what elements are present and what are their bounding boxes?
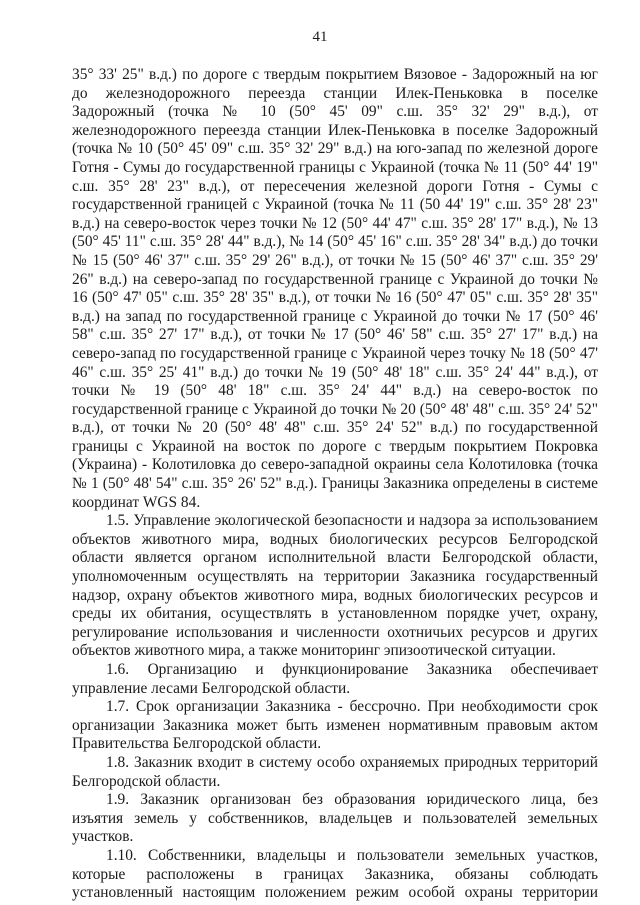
- paragraph-1-10: 1.10. Собственники, владельцы и пользователи земельных участков, которые расположены в границах Заказника, обязаны соблюдать установленный настоящим положением режим особой охраны территории: [72, 846, 598, 902]
- paragraph-1-9: 1.9. Заказник организован без образования юридического лица, без изъятия земель у собственников, владельцев и пользователей земельных участков.: [72, 791, 598, 846]
- paragraph-boundary-description: 35° 33' 25" в.д.) по дороге с твердым покрытием Вязовое - Задорожный на юг до железнодорожного переезда станции Илек-Пеньковка в поселке Задорожный (точка № 10 (50° 45' 09" с.ш. 35° 32' 29" в.д.), от железнодорожного переезда станции Илек-Пеньковка в поселке Задорожный (точка № 10 (50° 45' 09" с.ш. 35° 32' 29" в.д.) на юго-запад по железной дороге Готня - Сумы до государственной границы с Украиной (точка № 11 (50° 44' 19" с.ш. 35° 28' 23" в.д.), от пересечения железной дороги Готня - Сумы с государственной границей с Украиной (точка № 11 (50 44' 19" с.ш. 35° 28' 23" в.д.) на северо-восток через точки № 12 (50° 44' 47" с.ш. 35° 28' 17" в.д.), № 13 (50° 45' 11" с.ш. 35° 28' 44" в.д.), № 14 (50° 45' 16" с.ш. 35° 28' 34" в.д.) до точки № 15 (50° 46' 37" с.ш. 35° 29' 26" в.д.), от точки № 15 (50° 46' 37" с.ш. 35° 29' 26" в.д.) на северо-запад по государственной границе с Украиной до точки № 16 (50° 47' 05" с.ш. 35° 28' 35" в.д.), от точки № 16 (50° 47' 05" с.ш. 35° 28' 35" в.д.) на запад по государственной границе с Украиной до точки № 17 (50° 46' 58" с.ш. 35° 27' 17" в.д.), от точки № 17 (50° 46' 58" с.ш. 35° 27' 17" в.д.) на северо-запад по государственной границе с Украиной через точку № 18 (50° 47' 46" с.ш. 35° 25' 41" в.д.) до точки № 19 (50° 48' 18" с.ш. 35° 24' 44" в.д.), от точки № 19 (50° 48' 18" с.ш. 35° 24' 44" в.д.) на северо-восток по государственной границе с Украиной до точки № 20 (50° 48' 48" с.ш. 35° 24' 52" в.д.), от точки № 20 (50° 48' 48" с.ш. 35° 24' 52" в.д.) по государственной границы с Украиной на восток по дороге с твердым покрытием Покровка (Украина) - Колотиловка до северо-западной окраины села Колотиловка (точка № 1 (50° 48' 54" с.ш. 35° 26' 52" в.д.). Границы Заказника определены в системе координат WGS 84.: [72, 66, 598, 511]
- paragraph-1-7: 1.7. Срок организации Заказника - бессрочно. При необходимости срок организации Заказника может быть изменен нормативным правовым актом Правительства Белгородской области.: [72, 698, 598, 753]
- paragraph-1-5: 1.5. Управление экологической безопасности и надзора за использованием объектов животного мира, водных биологических ресурсов Белгородской области является органом исполнительной власти Белгородской области, уполномоченным осуществлять на территории Заказника государственный надзор, охрану объектов животного мира, водных биологических ресурсов и среды их обитания, осуществлять в установленном порядке учет, охрану, регулирование использования и численности охотничьих ресурсов и других объектов животного мира, а также мониторинг эпизоотической ситуации.: [72, 512, 598, 660]
- document-body: [72, 66, 598, 903]
- paragraph-1-6: 1.6. Организацию и функционирование Заказника обеспечивает управление лесами Белгородской области.: [72, 661, 598, 697]
- page-number: 41: [312, 29, 328, 45]
- paragraph-1-8: 1.8. Заказник входит в систему особо охраняемых природных территорий Белгородской области.: [72, 753, 598, 790]
